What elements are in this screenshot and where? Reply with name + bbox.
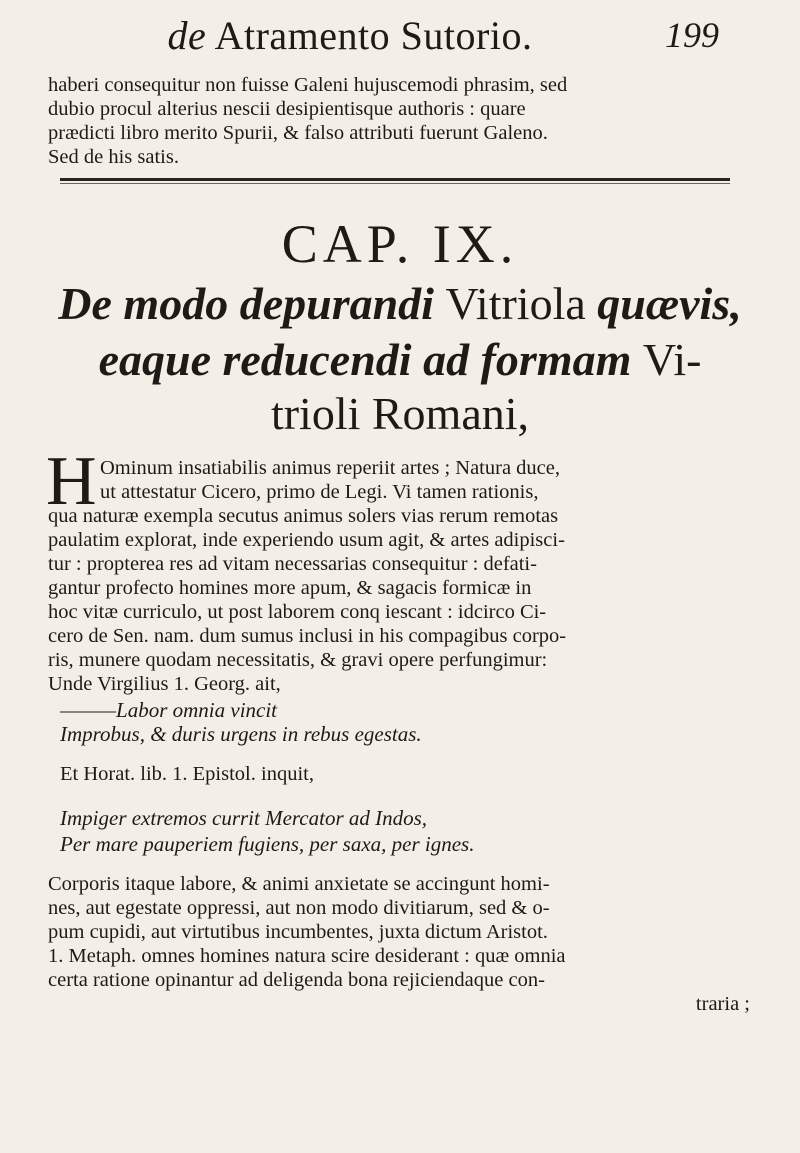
chapter-title-part: Vitriola [445,278,586,329]
catchword: traria ; [695,993,750,1015]
closing-line: pum cupidi, aut virtutibus incumbentes, juxta dictum Aristot. [48,921,548,943]
body-line: Ominum insatiabilis animus reperiit artes ; Natura duce, [100,457,560,479]
chapter-title-part: Vi- [642,334,702,385]
closing-line: nes, aut egestate oppressi, aut non modo divitiarum, sed & o- [48,897,550,919]
body-first-lines [100,456,756,504]
page-number: 199 [665,15,719,55]
running-title-prefix: de [167,13,207,58]
chapter-title-part: De modo depurandi [58,278,434,329]
chapter-title-part: eaque reducendi ad formam [98,334,632,385]
chapter-title-line-3: trioli Romani, [270,388,530,439]
divider-rule-thin [60,183,730,184]
body-line: ris, munere quodam necessitatis, & gravi opere perfungimur: [48,649,548,671]
closing-line: 1. Metaph. omnes homines natura scire desiderant : quæ omnia [48,945,566,967]
body-line: Unde Virgilius 1. Georg. ait, [48,673,281,695]
body-line: cero de Sen. nam. dum sumus inclusi in his compagibus corpo- [48,625,567,647]
drop-cap: H [46,443,97,520]
body-paragraph [48,504,756,696]
intro-line: prædicti libro merito Spurii, & falso attributi fuerunt Galeno. [48,122,548,144]
closing-paragraph [48,872,756,992]
body-line: ut attestatur Cicero, primo de Legi. Vi tamen rationis, [100,481,539,503]
running-header [0,12,800,62]
body-line: paulatim explorat, inde experiendo usum agit, & artes adipisci- [48,529,565,551]
body-line: hoc vitæ curriculo, ut post laborem conq iescant : idcirco Ci- [48,601,547,623]
intro-line: haberi consequitur non fuisse Galeni hujuscemodi phrasim, sed [48,74,568,96]
chapter-title-line-2 [0,332,800,388]
horace-intro: Et Horat. lib. 1. Epistol. inquit, [60,763,314,785]
intro-line: dubio procul alterius nescii desipientisque authoris : quare [48,98,526,120]
running-title [130,12,570,60]
divider-rule [60,178,730,181]
body-line: gantur profecto homines more apum, & sagacis formicæ in [48,577,532,599]
closing-line: Corporis itaque labore, & animi anxietate se accingunt homi- [48,873,550,895]
body-line: tur : propterea res ad vitam necessarias consequitur : defati- [48,553,537,575]
verse-horace-line-2: Per mare pauperiem fugiens, per saxa, per ignes. [60,832,475,856]
running-title-main: Atramento Sutorio. [214,13,533,58]
verse-virgil-line-2: Improbus, & duris urgens in rebus egestas. [60,722,422,746]
chapter-title-line-1 [0,276,800,332]
closing-line: certa ratione opinantur ad deligenda bona rejiciendaque con- [48,969,545,991]
intro-paragraph [48,73,756,169]
chapter-title-part: quævis, [597,278,742,329]
verse-horace-line-1: Impiger extremos currit Mercator ad Indos, [60,806,428,830]
verse-virgil-line-1: ———Labor omnia vincit [60,698,278,722]
body-line: qua naturæ exempla secutus animus solers vias rerum remotas [48,505,559,527]
intro-line: Sed de his satis. [48,146,179,168]
chapter-number: CAP. IX. [281,214,519,274]
